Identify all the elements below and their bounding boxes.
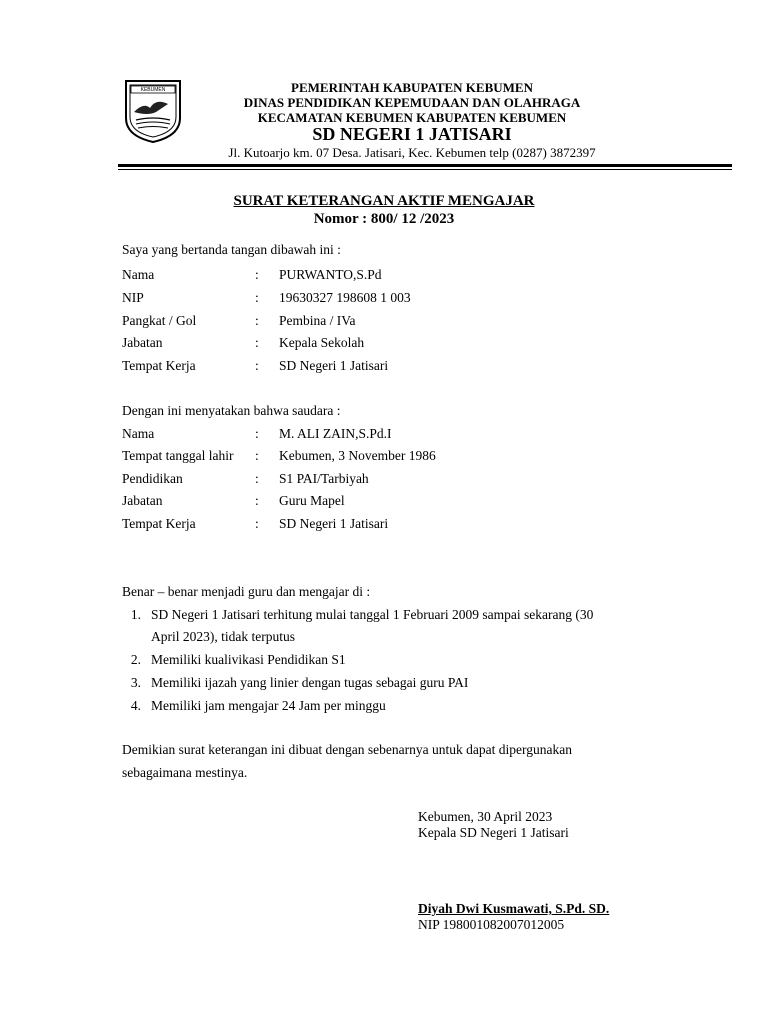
signer-value: PURWANTO,S.Pd (279, 267, 382, 282)
signer-label: Nama (122, 267, 155, 282)
list-item-number: 2. (130, 652, 141, 667)
signer-colon: : (255, 335, 259, 350)
signer-value: Pembina / IVa (279, 313, 356, 328)
signer-label: Tempat Kerja (122, 358, 196, 373)
subject-label: Pendidikan (122, 471, 183, 486)
signature-position: Kepala SD Negeri 1 Jatisari (418, 825, 569, 840)
subject-label: Tempat Kerja (122, 516, 196, 531)
signer-label: Jabatan (122, 335, 163, 350)
signer-label: Pangkat / Gol (122, 313, 197, 328)
letterhead-divider-thick (118, 164, 732, 167)
signer-value: SD Negeri 1 Jatisari (279, 358, 389, 373)
subject-label: Jabatan (122, 493, 163, 508)
letterhead-line3: KECAMATAN KEBUMEN KABUPATEN KEBUMEN (257, 110, 567, 125)
signature-place-date: Kebumen, 30 April 2023 (418, 809, 553, 824)
subject-value: M. ALI ZAIN,S.Pd.I (279, 426, 392, 441)
list-item-number: 4. (130, 698, 141, 713)
subject-value: S1 PAI/Tarbiyah (279, 471, 369, 486)
list-item-text-continued: April 2023), tidak terputus (151, 629, 295, 644)
signer-colon: : (255, 313, 259, 328)
signer-colon: : (255, 358, 259, 373)
signer-label: NIP (122, 290, 144, 305)
list-item-number: 3. (130, 675, 141, 690)
subject-label: Nama (122, 426, 155, 441)
regency-logo (122, 78, 184, 144)
subject-value: Kebumen, 3 November 1986 (279, 448, 436, 463)
subject-colon: : (255, 448, 259, 463)
list-item-number: 1. (130, 607, 141, 622)
letter-number: Nomor : 800/ 12 /2023 (313, 211, 455, 227)
closing-text: Demikian surat keterangan ini dibuat dengan sebenarnya untuk dapat dipergunakan (122, 742, 572, 757)
subject-label: Tempat tanggal lahir (122, 448, 234, 463)
school-address: Jl. Kutoarjo km. 07 Desa. Jatisari, Kec. Kebumen telp (0287) 3872397 (228, 145, 596, 160)
signer-value: 19630327 198608 1 003 (279, 290, 411, 305)
list-item-text: SD Negeri 1 Jatisari terhitung mulai tanggal 1 Februari 2009 sampai sekarang (30 (151, 607, 594, 622)
signatory-nip: NIP 198001082007012005 (418, 917, 565, 932)
subject-colon: : (255, 493, 259, 508)
subject-value: Guru Mapel (279, 493, 345, 508)
subject-colon: : (255, 471, 259, 486)
subject-colon: : (255, 426, 259, 441)
letterhead-divider-thin (118, 169, 732, 170)
signer-value: Kepala Sekolah (279, 335, 365, 350)
subject-colon: : (255, 516, 259, 531)
letterhead-line1: PEMERINTAH KABUPATEN KEBUMEN (291, 80, 533, 95)
signer-colon: : (255, 290, 259, 305)
closing-text-continued: sebagaimana mestinya. (122, 765, 248, 780)
signer-colon: : (255, 267, 259, 282)
list-item-text: Memiliki kualivikasi Pendidikan S1 (151, 652, 346, 667)
school-name: SD NEGERI 1 JATISARI (312, 124, 512, 144)
logo-lettering: KEBUMEN (140, 87, 166, 93)
subject-value: SD Negeri 1 Jatisari (279, 516, 389, 531)
list-item-text: Memiliki ijazah yang linier dengan tugas sebagai guru PAI (151, 675, 469, 690)
letter-title: SURAT KETERANGAN AKTIF MENGAJAR (233, 193, 535, 209)
list-intro-text: Benar – benar menjadi guru dan mengajar di : (122, 584, 371, 599)
signatory-name: Diyah Dwi Kusmawati, S.Pd. SD. (418, 901, 610, 916)
statement-text: Dengan ini menyatakan bahwa saudara : (122, 403, 341, 418)
intro-text: Saya yang bertanda tangan dibawah ini : (122, 242, 341, 257)
list-item-text: Memiliki jam mengajar 24 Jam per minggu (151, 698, 386, 713)
letterhead-line2: DINAS PENDIDIKAN KEPEMUDAAN DAN OLAHRAGA (243, 95, 581, 110)
